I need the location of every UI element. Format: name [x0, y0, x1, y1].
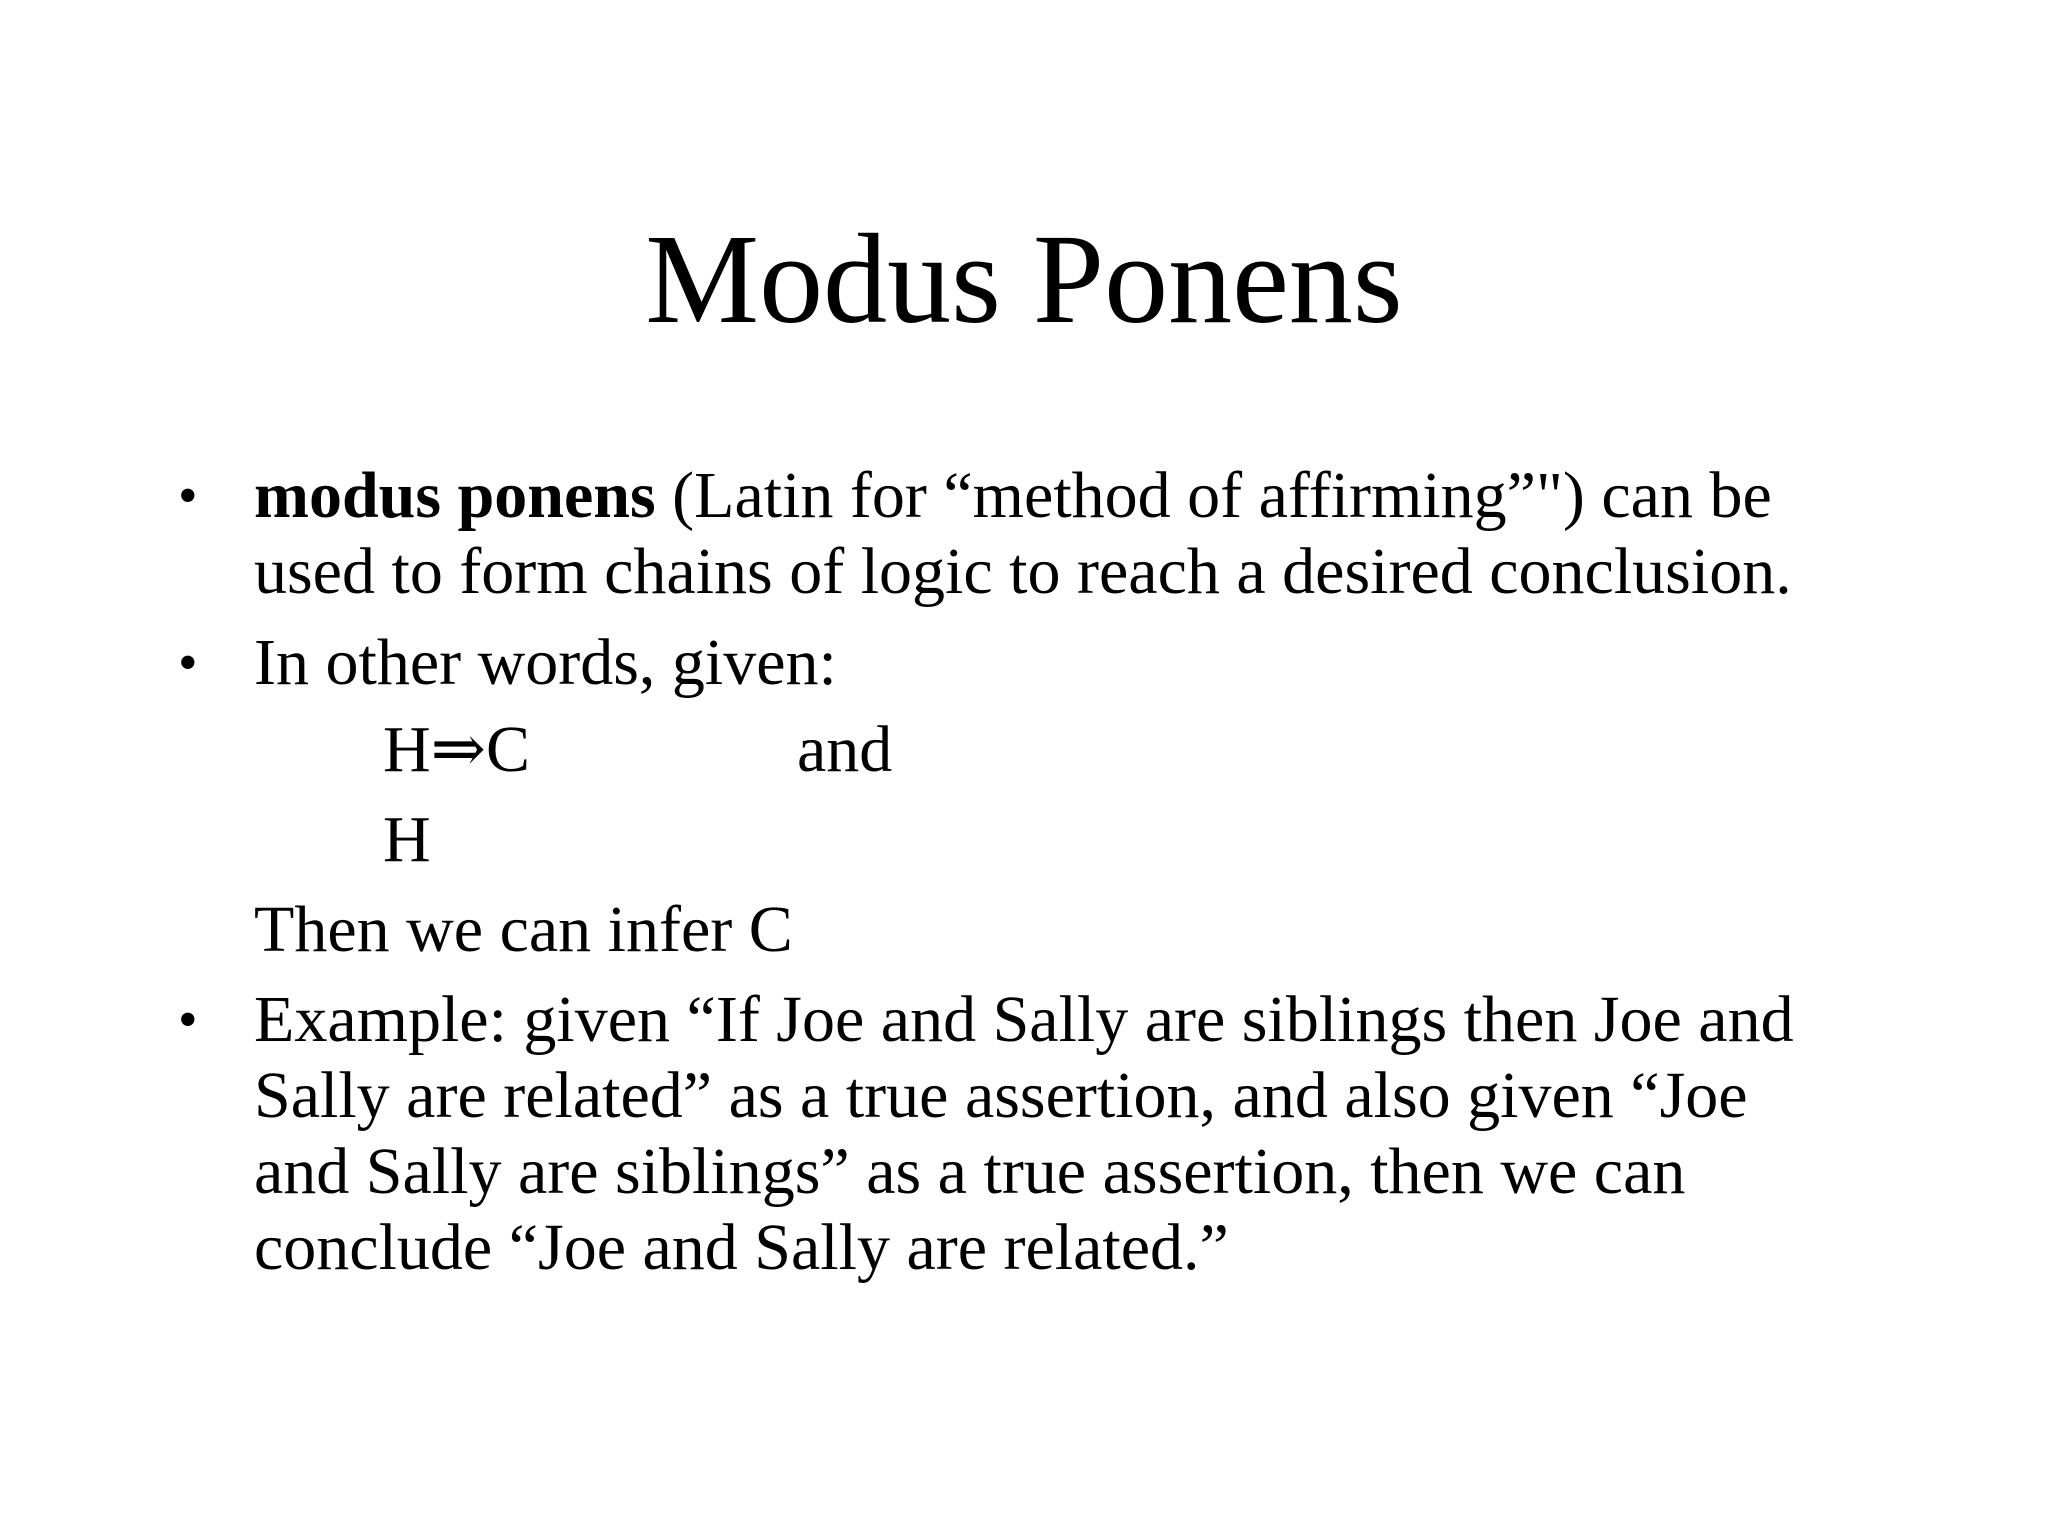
example-line: conclude “Joe and Sally are related.”	[254, 1211, 1229, 1284]
bullet-marker: •	[178, 989, 198, 1051]
example-line: Example: given “If Joe and Sally are siblings then Joe and	[254, 983, 1794, 1056]
slide-title: Modus Ponens	[645, 208, 1403, 350]
premise-implication: H⇒C	[383, 713, 530, 786]
bullet1-line2: used to form chains of logic to reach a desired conclusion.	[254, 535, 1792, 608]
premise-connector: and	[797, 713, 893, 786]
bullet1-line1-rest: (Latin for “method of affirming”") can be	[655, 459, 1772, 532]
bullet1-line1	[254, 458, 1772, 534]
bullet1-term: modus ponens	[254, 459, 656, 532]
example-line: Sally are related” as a true assertion, and also given “Joe	[254, 1059, 1748, 1132]
premise-hypothesis: H	[383, 803, 431, 876]
example-line: and Sally are siblings” as a true assertion, then we can	[254, 1135, 1686, 1208]
bullet2-text: In other words, given:	[254, 626, 837, 699]
bullet-marker: •	[178, 632, 198, 694]
bullet-marker: •	[178, 465, 198, 527]
inference-conclusion: Then we can infer C	[254, 893, 793, 966]
